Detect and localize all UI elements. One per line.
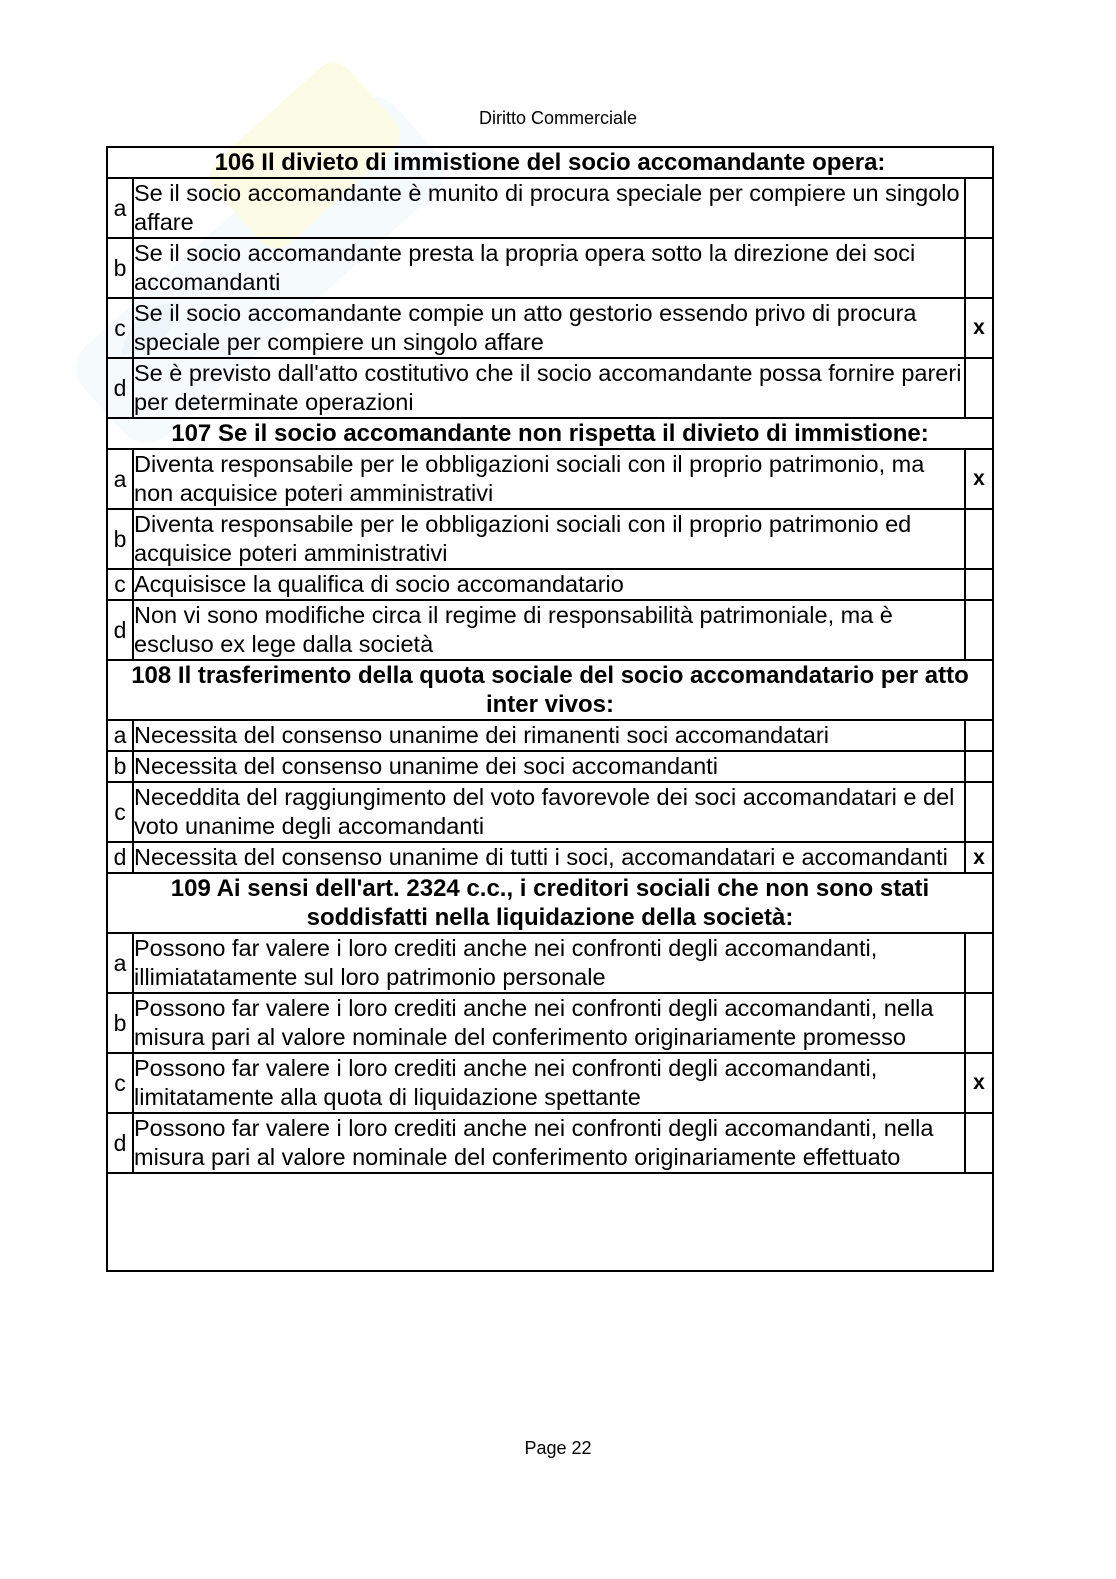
- question-row: [107, 660, 993, 720]
- answer-mark: [965, 600, 993, 660]
- option-row: [107, 449, 993, 509]
- option-text: Se il socio accomandante è munito di procura speciale per compiere un singolo affare: [133, 178, 965, 238]
- option-letter: d: [107, 600, 133, 660]
- option-text: Possono far valere i loro crediti anche nei confronti degli accomandanti, nella misura pari al valore nominale del conferimento originariamente effettuato: [133, 1113, 965, 1173]
- option-row: [107, 782, 993, 842]
- option-text: Diventa responsabile per le obbligazioni sociali con il proprio patrimonio ed acquisice poteri amministrativi: [133, 509, 965, 569]
- answer-mark: x: [965, 449, 993, 509]
- answer-mark: [965, 238, 993, 298]
- option-text: Neceddita del raggiungimento del voto favorevole dei soci accomandatari e del voto unanime degli accomandanti: [133, 782, 965, 842]
- question-title: 108 Il trasferimento della quota sociale del socio accomandatario per atto inter vivos:: [107, 660, 993, 720]
- question-row: [107, 418, 993, 449]
- answer-mark: [965, 1113, 993, 1173]
- answer-mark: x: [965, 298, 993, 358]
- option-text: Possono far valere i loro crediti anche nei confronti degli accomandanti, limitatamente alla quota di liquidazione spettante: [133, 1053, 965, 1113]
- option-letter: b: [107, 993, 133, 1053]
- option-row: [107, 842, 993, 873]
- option-text: Possono far valere i loro crediti anche nei confronti degli accomandanti, illimiatatamente sul loro patrimonio personale: [133, 933, 965, 993]
- option-text: Acquisisce la qualifica di socio accomandatario: [133, 569, 965, 600]
- option-letter: a: [107, 178, 133, 238]
- option-row: [107, 933, 993, 993]
- empty-row: [107, 1173, 993, 1271]
- option-text: Possono far valere i loro crediti anche nei confronti degli accomandanti, nella misura pari al valore nominale del conferimento originariamente promesso: [133, 993, 965, 1053]
- option-letter: b: [107, 751, 133, 782]
- option-letter: c: [107, 782, 133, 842]
- option-letter: b: [107, 509, 133, 569]
- answer-mark: [965, 933, 993, 993]
- answer-mark: x: [965, 1053, 993, 1113]
- answer-mark: [965, 993, 993, 1053]
- option-row: [107, 751, 993, 782]
- option-row: [107, 238, 993, 298]
- question-row: [107, 873, 993, 933]
- option-text: Se è previsto dall'atto costitutivo che il socio accomandante possa fornire pareri per determinate operazioni: [133, 358, 965, 418]
- option-text: Necessita del consenso unanime dei soci accomandanti: [133, 751, 965, 782]
- option-text: Necessita del consenso unanime dei rimanenti soci accomandatari: [133, 720, 965, 751]
- answer-mark: [965, 751, 993, 782]
- option-letter: b: [107, 238, 133, 298]
- answer-mark: [965, 782, 993, 842]
- option-row: [107, 1113, 993, 1173]
- option-text: Non vi sono modifiche circa il regime di responsabilità patrimoniale, ma è escluso ex lege dalla società: [133, 600, 965, 660]
- option-letter: c: [107, 1053, 133, 1113]
- option-row: [107, 358, 993, 418]
- option-text: Se il socio accomandante compie un atto gestorio essendo privo di procura speciale per compiere un singolo affare: [133, 298, 965, 358]
- option-text: Se il socio accomandante presta la propria opera sotto la direzione dei soci accomandanti: [133, 238, 965, 298]
- option-letter: c: [107, 298, 133, 358]
- answer-mark: [965, 509, 993, 569]
- option-letter: d: [107, 358, 133, 418]
- page-number: Page 22: [524, 1438, 592, 1458]
- option-row: [107, 509, 993, 569]
- option-letter: a: [107, 720, 133, 751]
- option-row: [107, 720, 993, 751]
- answer-mark: [965, 178, 993, 238]
- question-title: 109 Ai sensi dell'art. 2324 c.c., i creditori sociali che non sono stati soddisfatti nella liquidazione della società:: [107, 873, 993, 933]
- option-row: [107, 600, 993, 660]
- quiz-table: [106, 146, 994, 1272]
- page-header: Diritto Commerciale: [478, 108, 638, 128]
- question-title: 107 Se il socio accomandante non rispetta il divieto di immistione:: [107, 418, 993, 449]
- option-letter: a: [107, 933, 133, 993]
- option-row: [107, 178, 993, 238]
- answer-mark: x: [965, 842, 993, 873]
- option-letter: d: [107, 1113, 133, 1173]
- question-row: [107, 147, 993, 178]
- option-letter: a: [107, 449, 133, 509]
- answer-mark: [965, 358, 993, 418]
- option-row: [107, 993, 993, 1053]
- question-title: 106 Il divieto di immistione del socio accomandante opera:: [107, 147, 993, 178]
- option-row: [107, 1053, 993, 1113]
- option-letter: d: [107, 842, 133, 873]
- answer-mark: [965, 720, 993, 751]
- option-letter: c: [107, 569, 133, 600]
- option-text: Necessita del consenso unanime di tutti i soci, accomandatari e accomandanti: [133, 842, 965, 873]
- answer-mark: [965, 569, 993, 600]
- option-text: Diventa responsabile per le obbligazioni sociali con il proprio patrimonio, ma non acquisice poteri amministrativi: [133, 449, 965, 509]
- option-row: [107, 298, 993, 358]
- option-row: [107, 569, 993, 600]
